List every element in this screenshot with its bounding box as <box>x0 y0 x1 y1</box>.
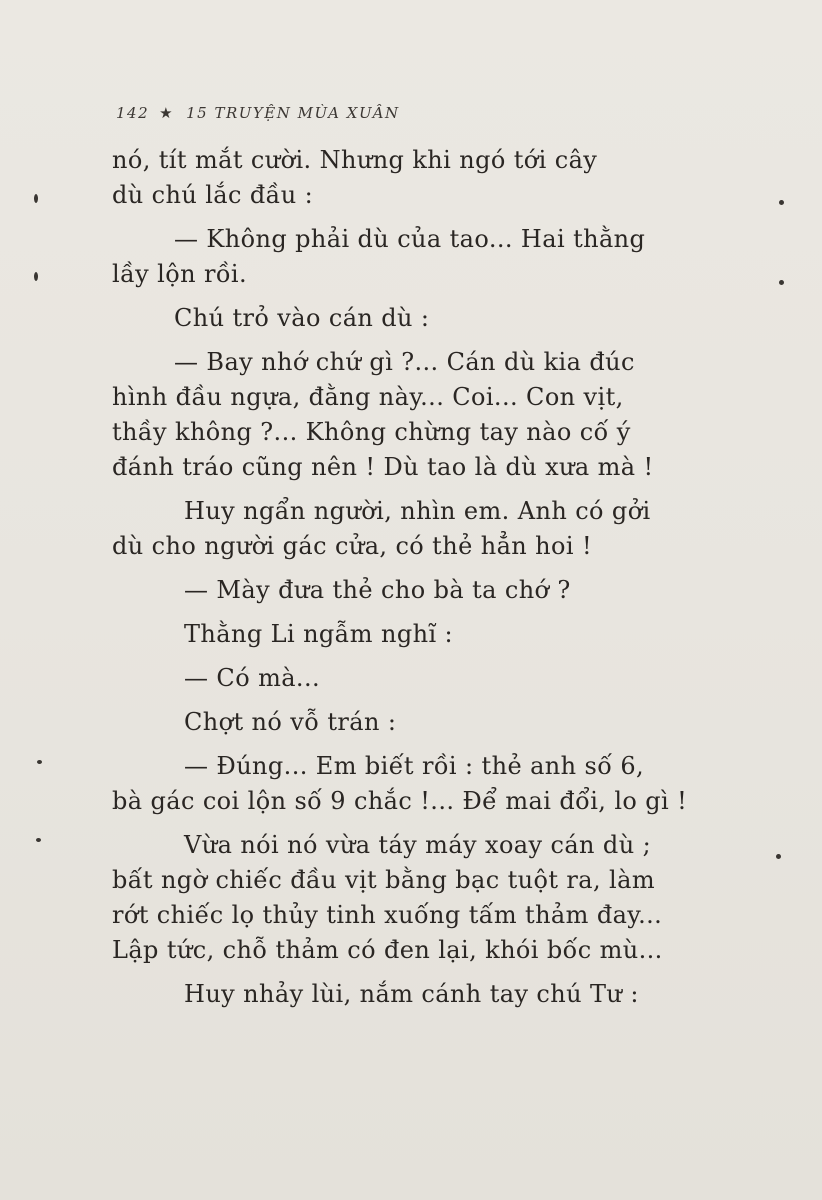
text-line: lầy lộn rồi. <box>112 260 248 288</box>
ink-spot <box>34 272 38 281</box>
text-line: — Bay nhớ chứ gì ?... Cán dù kia đúc <box>174 348 635 376</box>
paragraph <box>112 977 708 1012</box>
text-line: nó, tít mắt cười. Nhưng khi ngó tới cây <box>112 146 598 174</box>
text-line: Thằng Li ngẫm nghĩ : <box>184 620 454 648</box>
text-line: dù cho người gác cửa, có thẻ hẳn hoi ! <box>112 532 593 560</box>
paragraph <box>112 828 708 968</box>
text-line: Huy ngẩn người, nhìn em. Anh có gởi <box>184 497 651 525</box>
text-line: Huy nhảy lùi, nắm cánh tay chú Tư : <box>184 980 639 1008</box>
text-line: đánh tráo cũng nên ! Dù tao là dù xưa mà ! <box>112 453 654 481</box>
text-line: Vừa nói nó vừa táy máy xoay cán dù ; <box>184 831 652 859</box>
paragraph <box>112 301 708 336</box>
text-line: dù chú lắc đầu : <box>112 181 314 209</box>
text-line: Chú trỏ vào cán dù : <box>174 304 430 332</box>
ink-spot <box>37 760 42 764</box>
star-icon: ★ <box>159 104 175 122</box>
text-line: bà gác coi lộn số 9 chắc !... Để mai đổi, lo gì ! <box>112 787 688 815</box>
text-line: — Mày đưa thẻ cho bà ta chớ ? <box>184 576 571 604</box>
text-line: — Đúng... Em biết rồi : thẻ anh số 6, <box>184 752 645 780</box>
paragraph <box>112 143 708 213</box>
text-line: — Có mà... <box>184 664 321 692</box>
text-line: rớt chiếc lọ thủy tinh xuống tấm thảm đay... <box>112 901 663 929</box>
paragraph <box>112 222 708 292</box>
paragraph <box>112 617 708 652</box>
paragraph <box>112 661 708 696</box>
paragraph <box>112 494 708 564</box>
ink-spot <box>779 200 784 205</box>
paragraph <box>112 749 708 819</box>
text-line: hình đầu ngựa, đằng này... Coi... Con vịt, <box>112 383 624 411</box>
running-header <box>116 104 400 122</box>
paragraph <box>112 573 708 608</box>
paragraph <box>112 345 708 485</box>
ink-spot <box>776 854 781 859</box>
book-title: 15 TRUYỆN MÙA XUÂN <box>186 104 400 122</box>
text-line: Chợt nó vỗ trán : <box>184 708 397 736</box>
ink-spot <box>36 838 41 842</box>
text-line: Lập tức, chỗ thảm có đen lại, khói bốc mù... <box>112 936 663 964</box>
page-text <box>112 143 708 1012</box>
text-line: — Không phải dù của tao... Hai thằng <box>174 225 646 253</box>
paragraph <box>112 705 708 740</box>
page-number: 142 <box>116 104 150 122</box>
ink-spot <box>779 280 784 285</box>
ink-spot <box>34 194 38 203</box>
text-line: bất ngờ chiếc đầu vịt bằng bạc tuột ra, làm <box>112 866 655 894</box>
text-line: thầy không ?... Không chừng tay nào cố ý <box>112 418 631 446</box>
